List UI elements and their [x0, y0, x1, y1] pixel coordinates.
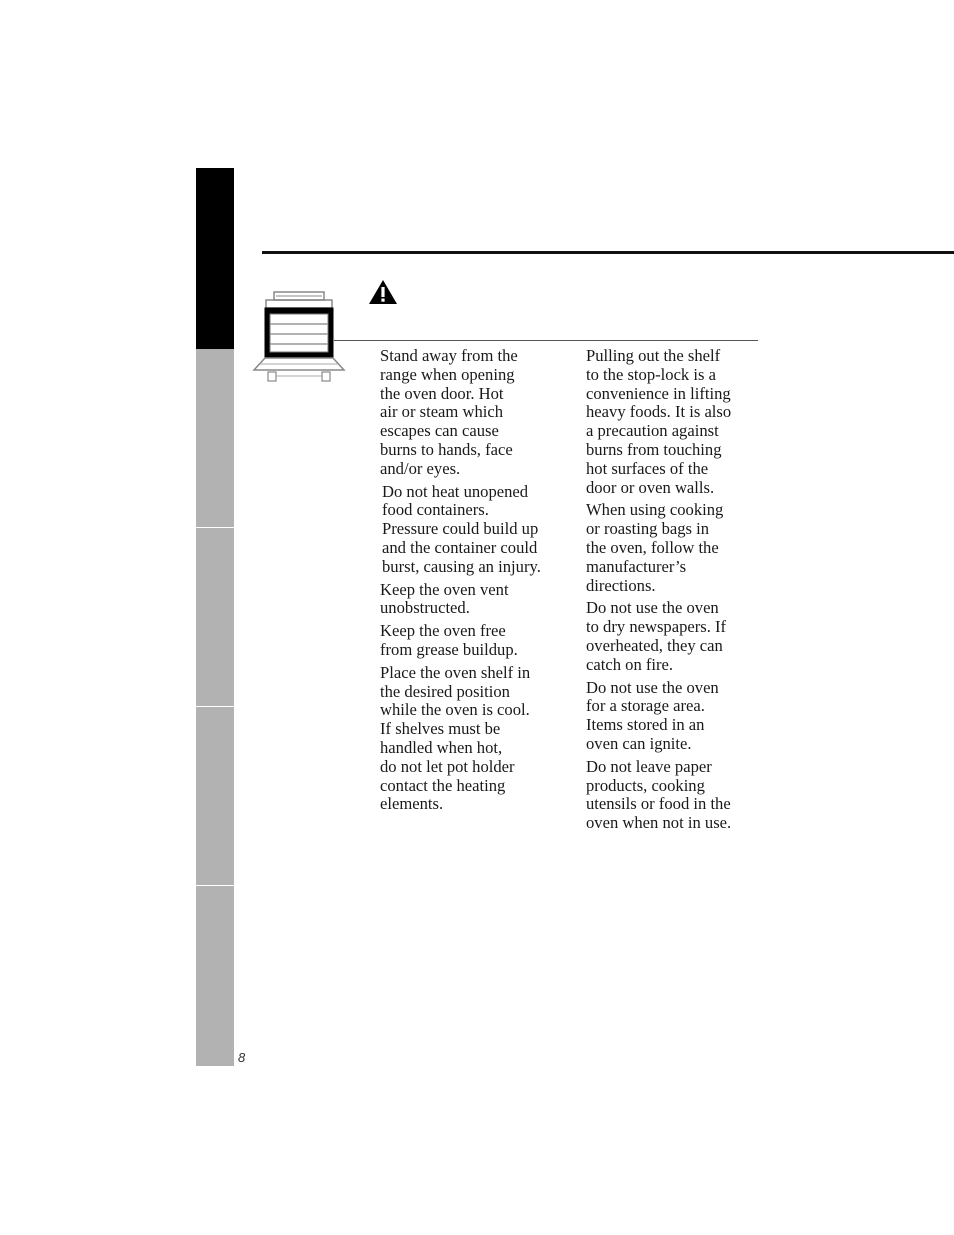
section-tab-3 [196, 528, 234, 706]
header-rule [262, 251, 954, 254]
right-column [586, 347, 756, 837]
oven-open-door-icon [252, 290, 346, 384]
warning-triangle-icon [368, 279, 398, 305]
page-number: 8 [238, 1050, 246, 1065]
safety-paragraph: Pulling out the shelf to the stop-lock is a convenience in lifting heavy foods. It is also a precaution against burns from touching hot surfaces of the door or oven walls. [586, 346, 732, 497]
section-rule [334, 340, 758, 341]
safety-paragraph: Keep the oven free from grease buildup. [380, 621, 518, 659]
safety-paragraph: Do not leave paper products, cooking utensils or food in the oven when not in use. [586, 756, 732, 833]
left-column [380, 347, 560, 818]
safety-paragraph: Keep the oven vent unobstructed. [380, 579, 509, 618]
safety-paragraph: Stand away from the range when opening the oven door. Hot air or steam which escapes can cause burns to hands, face and/or eyes. [380, 346, 518, 478]
section-tab-4 [196, 707, 234, 885]
safety-paragraph: Place the oven shelf in the desired position while the oven is cool. If shelves must be handled when hot, do not let pot holder contact the heating elements. [380, 662, 531, 814]
section-tab-2 [196, 349, 234, 527]
safety-paragraph: When using cooking or roasting bags in the oven, follow the manufacturer’s directions. [586, 500, 724, 595]
section-tab-active [196, 168, 234, 349]
section-tab-5 [196, 886, 234, 1066]
safety-paragraph: Do not use the oven for a storage area. Items stored in an oven can ignite. [586, 677, 719, 753]
safety-paragraph: Do not use the oven to dry newspapers. If overheated, they can catch on fire. [586, 598, 727, 674]
safety-paragraph: Do not heat unopened food containers. Pressure could build up and the container could burst, causing an injury. [382, 481, 541, 576]
